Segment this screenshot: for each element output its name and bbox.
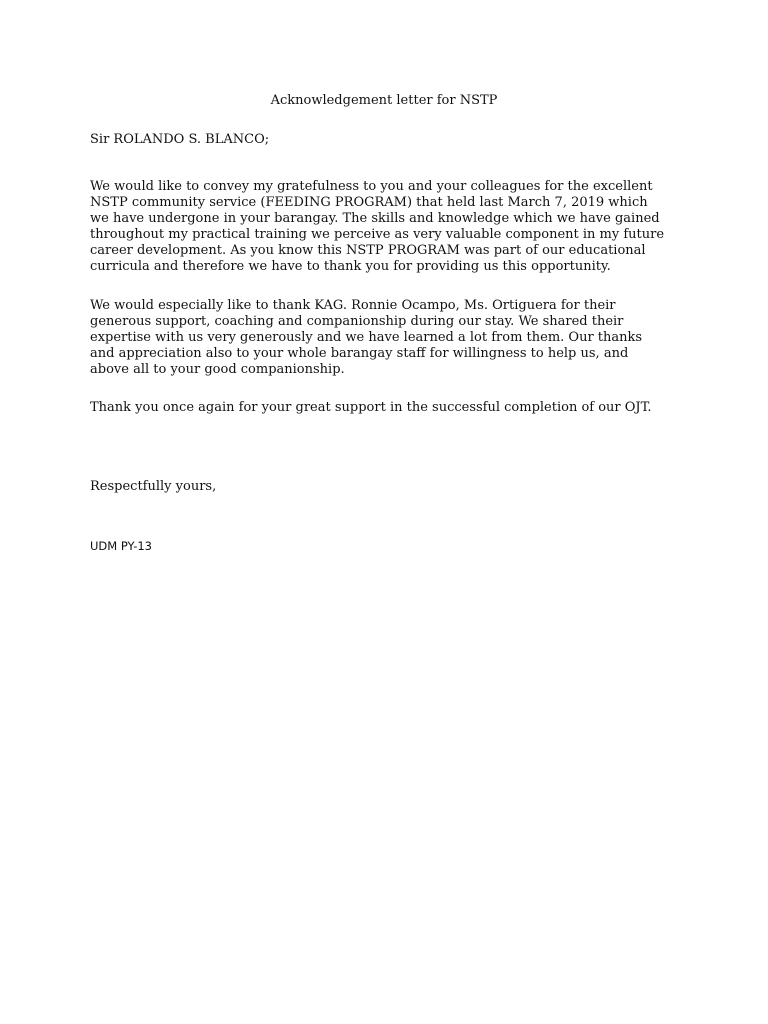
paragraph-line: throughout my practical training we perceive as very valuable component in my future — [90, 227, 665, 242]
paragraph-line: career development. As you know this NSTP PROGRAM was part of our educational — [90, 243, 646, 258]
salutation: Sir ROLANDO S. BLANCO; — [90, 132, 270, 147]
paragraph-line: curricula and therefore we have to thank you for providing us this opportunity. — [90, 259, 611, 274]
signature: UDM PY-13 — [90, 539, 152, 553]
paragraph-line: generous support, coaching and companionship during our stay. We shared their — [90, 314, 624, 329]
paragraph-line: NSTP community service (FEEDING PROGRAM) that held last March 7, 2019 which — [90, 195, 648, 210]
paragraph-closing-thanks — [90, 400, 690, 416]
paragraph-line: we have undergone in your barangay. The skills and knowledge which we have gained — [90, 211, 660, 226]
closing: Respectfully yours, — [90, 479, 217, 494]
paragraph-gratitude — [90, 179, 690, 275]
paragraph-line: Thank you once again for your great support in the successful completion of our OJT. — [90, 400, 652, 415]
letter-title: Acknowledgement letter for NSTP — [270, 93, 498, 108]
paragraph-line: We would like to convey my gratefulness to you and your colleagues for the excellent — [90, 179, 653, 194]
paragraph-thanks — [90, 298, 690, 378]
paragraph-line: We would especially like to thank KAG. Ronnie Ocampo, Ms. Ortiguera for their — [90, 298, 616, 313]
paragraph-line: and appreciation also to your whole barangay staff for willingness to help us, and — [90, 346, 629, 361]
paragraph-line: expertise with us very generously and we have learned a lot from them. Our thanks — [90, 330, 643, 345]
paragraph-line: above all to your good companionship. — [90, 362, 345, 377]
